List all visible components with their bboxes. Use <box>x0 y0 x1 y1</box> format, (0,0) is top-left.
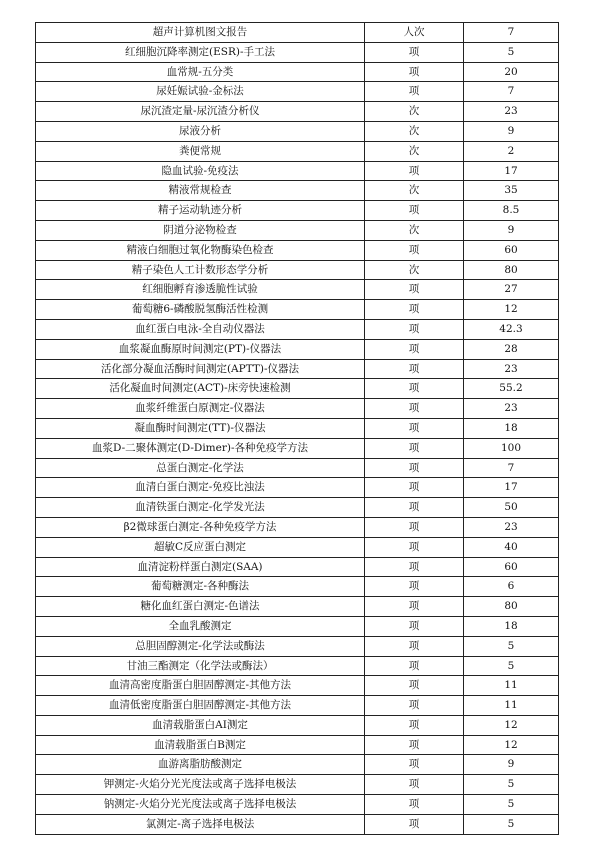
table-row <box>36 23 559 43</box>
quantity-cell: 80 <box>464 597 559 617</box>
item-name-cell: 血清淀粉样蛋白测定(SAA) <box>36 557 365 577</box>
item-name-cell: 红细胞沉降率测定(ESR)-手工法 <box>36 42 365 62</box>
item-name-cell: 精子运动轨迹分析 <box>36 201 365 221</box>
item-name-cell: 总胆固醇测定-化学法或酶法 <box>36 636 365 656</box>
table-row <box>36 141 559 161</box>
table-row <box>36 319 559 339</box>
quantity-cell: 6 <box>464 577 559 597</box>
table-row <box>36 715 559 735</box>
quantity-cell: 5 <box>464 814 559 834</box>
table-row <box>36 597 559 617</box>
item-name-cell: 尿妊娠试验-金标法 <box>36 82 365 102</box>
item-name-cell: 甘油三酯测定（化学法或酶法） <box>36 656 365 676</box>
quantity-cell: 35 <box>464 181 559 201</box>
quantity-cell: 12 <box>464 715 559 735</box>
quantity-cell: 23 <box>464 102 559 122</box>
item-name-cell: 尿液分析 <box>36 121 365 141</box>
table-row <box>36 161 559 181</box>
unit-cell: 项 <box>365 676 464 696</box>
table-row <box>36 795 559 815</box>
unit-cell: 项 <box>365 42 464 62</box>
table-row <box>36 814 559 834</box>
table-row <box>36 696 559 716</box>
item-name-cell: 阴道分泌物检查 <box>36 220 365 240</box>
unit-cell: 项 <box>365 795 464 815</box>
unit-cell: 项 <box>365 161 464 181</box>
item-name-cell: 钾测定-火焰分光光度法或离子选择电极法 <box>36 775 365 795</box>
quantity-cell: 55.2 <box>464 379 559 399</box>
item-name-cell: 全血乳酸测定 <box>36 616 365 636</box>
item-name-cell: 钠测定-火焰分光光度法或离子选择电极法 <box>36 795 365 815</box>
quantity-cell: 23 <box>464 359 559 379</box>
unit-cell: 项 <box>365 339 464 359</box>
quantity-cell: 27 <box>464 280 559 300</box>
item-name-cell: 超声计算机图文报告 <box>36 23 365 43</box>
table-row <box>36 82 559 102</box>
unit-cell: 项 <box>365 517 464 537</box>
item-name-cell: 精液常规检查 <box>36 181 365 201</box>
item-name-cell: 血游离脂肪酸测定 <box>36 755 365 775</box>
unit-cell: 项 <box>365 438 464 458</box>
quantity-cell: 7 <box>464 23 559 43</box>
table-row <box>36 478 559 498</box>
unit-cell: 项 <box>365 458 464 478</box>
item-name-cell: 血清白蛋白测定-免疫比浊法 <box>36 478 365 498</box>
quantity-cell: 5 <box>464 636 559 656</box>
unit-cell: 次 <box>365 220 464 240</box>
quantity-cell: 17 <box>464 478 559 498</box>
table-row <box>36 121 559 141</box>
table-row <box>36 42 559 62</box>
table-row <box>36 577 559 597</box>
unit-cell: 次 <box>365 141 464 161</box>
table-row <box>36 260 559 280</box>
table-row <box>36 775 559 795</box>
table-row <box>36 339 559 359</box>
quantity-cell: 12 <box>464 300 559 320</box>
unit-cell: 项 <box>365 319 464 339</box>
quantity-cell: 18 <box>464 616 559 636</box>
table-row <box>36 300 559 320</box>
item-name-cell: 总蛋白测定-化学法 <box>36 458 365 478</box>
unit-cell: 项 <box>365 280 464 300</box>
item-name-cell: 血清载脂蛋白AⅠ测定 <box>36 715 365 735</box>
unit-cell: 项 <box>365 359 464 379</box>
item-name-cell: 活化部分凝血活酶时间测定(APTT)-仪器法 <box>36 359 365 379</box>
quantity-cell: 11 <box>464 696 559 716</box>
quantity-cell: 9 <box>464 220 559 240</box>
unit-cell: 项 <box>365 656 464 676</box>
unit-cell: 项 <box>365 82 464 102</box>
quantity-cell: 60 <box>464 240 559 260</box>
unit-cell: 项 <box>365 597 464 617</box>
unit-cell: 项 <box>365 814 464 834</box>
item-name-cell: 血红蛋白电泳-全自动仪器法 <box>36 319 365 339</box>
table-row <box>36 517 559 537</box>
table-row <box>36 557 559 577</box>
table-row <box>36 537 559 557</box>
item-name-cell: 血清高密度脂蛋白胆固醇测定-其他方法 <box>36 676 365 696</box>
unit-cell: 项 <box>365 715 464 735</box>
table-row <box>36 240 559 260</box>
item-name-cell: 葡萄糖6-磷酸脱氢酶活性检测 <box>36 300 365 320</box>
table-row <box>36 102 559 122</box>
unit-cell: 项 <box>365 300 464 320</box>
item-name-cell: 血常规-五分类 <box>36 62 365 82</box>
unit-cell: 项 <box>365 418 464 438</box>
unit-cell: 项 <box>365 240 464 260</box>
quantity-cell: 60 <box>464 557 559 577</box>
item-name-cell: 精液白细胞过氧化物酶染色检查 <box>36 240 365 260</box>
unit-cell: 项 <box>365 62 464 82</box>
item-name-cell: 红细胞孵育渗透脆性试验 <box>36 280 365 300</box>
table-row <box>36 418 559 438</box>
quantity-cell: 20 <box>464 62 559 82</box>
unit-cell: 次 <box>365 102 464 122</box>
quantity-cell: 5 <box>464 775 559 795</box>
quantity-cell: 5 <box>464 795 559 815</box>
quantity-cell: 80 <box>464 260 559 280</box>
quantity-cell: 5 <box>464 42 559 62</box>
quantity-cell: 17 <box>464 161 559 181</box>
quantity-cell: 9 <box>464 755 559 775</box>
item-name-cell: β2微球蛋白测定-各种免疫学方法 <box>36 517 365 537</box>
unit-cell: 项 <box>365 379 464 399</box>
table-row <box>36 438 559 458</box>
item-name-cell: 活化凝血时间测定(ACT)-床旁快速检测 <box>36 379 365 399</box>
unit-cell: 项 <box>365 201 464 221</box>
quantity-cell: 11 <box>464 676 559 696</box>
table-row <box>36 62 559 82</box>
table-row <box>36 280 559 300</box>
unit-cell: 次 <box>365 181 464 201</box>
table-row <box>36 181 559 201</box>
quantity-cell: 23 <box>464 517 559 537</box>
table-row <box>36 676 559 696</box>
item-name-cell: 血浆D-二聚体测定(D-Dimer)-各种免疫学方法 <box>36 438 365 458</box>
table-row <box>36 636 559 656</box>
table-row <box>36 735 559 755</box>
unit-cell: 项 <box>365 636 464 656</box>
unit-cell: 人次 <box>365 23 464 43</box>
table-row <box>36 379 559 399</box>
unit-cell: 项 <box>365 537 464 557</box>
quantity-cell: 7 <box>464 458 559 478</box>
table-row <box>36 656 559 676</box>
quantity-cell: 100 <box>464 438 559 458</box>
unit-cell: 项 <box>365 755 464 775</box>
table-row <box>36 399 559 419</box>
unit-cell: 项 <box>365 775 464 795</box>
unit-cell: 次 <box>365 260 464 280</box>
unit-cell: 项 <box>365 399 464 419</box>
item-name-cell: 血清低密度脂蛋白胆固醇测定-其他方法 <box>36 696 365 716</box>
unit-cell: 项 <box>365 616 464 636</box>
quantity-cell: 9 <box>464 121 559 141</box>
quantity-cell: 23 <box>464 399 559 419</box>
quantity-cell: 50 <box>464 498 559 518</box>
unit-cell: 项 <box>365 735 464 755</box>
unit-cell: 项 <box>365 557 464 577</box>
item-name-cell: 血浆纤维蛋白原测定-仪器法 <box>36 399 365 419</box>
item-name-cell: 糖化血红蛋白测定-色谱法 <box>36 597 365 617</box>
quantity-cell: 18 <box>464 418 559 438</box>
table-row <box>36 755 559 775</box>
quantity-cell: 42.3 <box>464 319 559 339</box>
unit-cell: 项 <box>365 478 464 498</box>
quantity-cell: 40 <box>464 537 559 557</box>
unit-cell: 项 <box>365 498 464 518</box>
table-row <box>36 220 559 240</box>
item-name-cell: 精子染色人工计数形态学分析 <box>36 260 365 280</box>
quantity-cell: 7 <box>464 82 559 102</box>
item-name-cell: 凝血酶时间测定(TT)-仪器法 <box>36 418 365 438</box>
item-name-cell: 超敏C反应蛋白测定 <box>36 537 365 557</box>
quantity-cell: 2 <box>464 141 559 161</box>
quantity-cell: 5 <box>464 656 559 676</box>
item-name-cell: 血浆凝血酶原时间测定(PT)-仪器法 <box>36 339 365 359</box>
table-row <box>36 201 559 221</box>
table-row <box>36 458 559 478</box>
table-row <box>36 498 559 518</box>
item-name-cell: 血清载脂蛋白B测定 <box>36 735 365 755</box>
item-name-cell: 血清铁蛋白测定-化学发光法 <box>36 498 365 518</box>
item-name-cell: 隐血试验-免疫法 <box>36 161 365 181</box>
unit-cell: 次 <box>365 121 464 141</box>
item-name-cell: 葡萄糖测定-各种酶法 <box>36 577 365 597</box>
table-row <box>36 359 559 379</box>
unit-cell: 项 <box>365 696 464 716</box>
quantity-cell: 28 <box>464 339 559 359</box>
fee-table <box>35 22 559 835</box>
unit-cell: 项 <box>365 577 464 597</box>
item-name-cell: 尿沉渣定量-尿沉渣分析仪 <box>36 102 365 122</box>
quantity-cell: 8.5 <box>464 201 559 221</box>
item-name-cell: 粪便常规 <box>36 141 365 161</box>
item-name-cell: 氯测定-离子选择电极法 <box>36 814 365 834</box>
fee-table-body <box>36 23 559 835</box>
table-row <box>36 616 559 636</box>
quantity-cell: 12 <box>464 735 559 755</box>
